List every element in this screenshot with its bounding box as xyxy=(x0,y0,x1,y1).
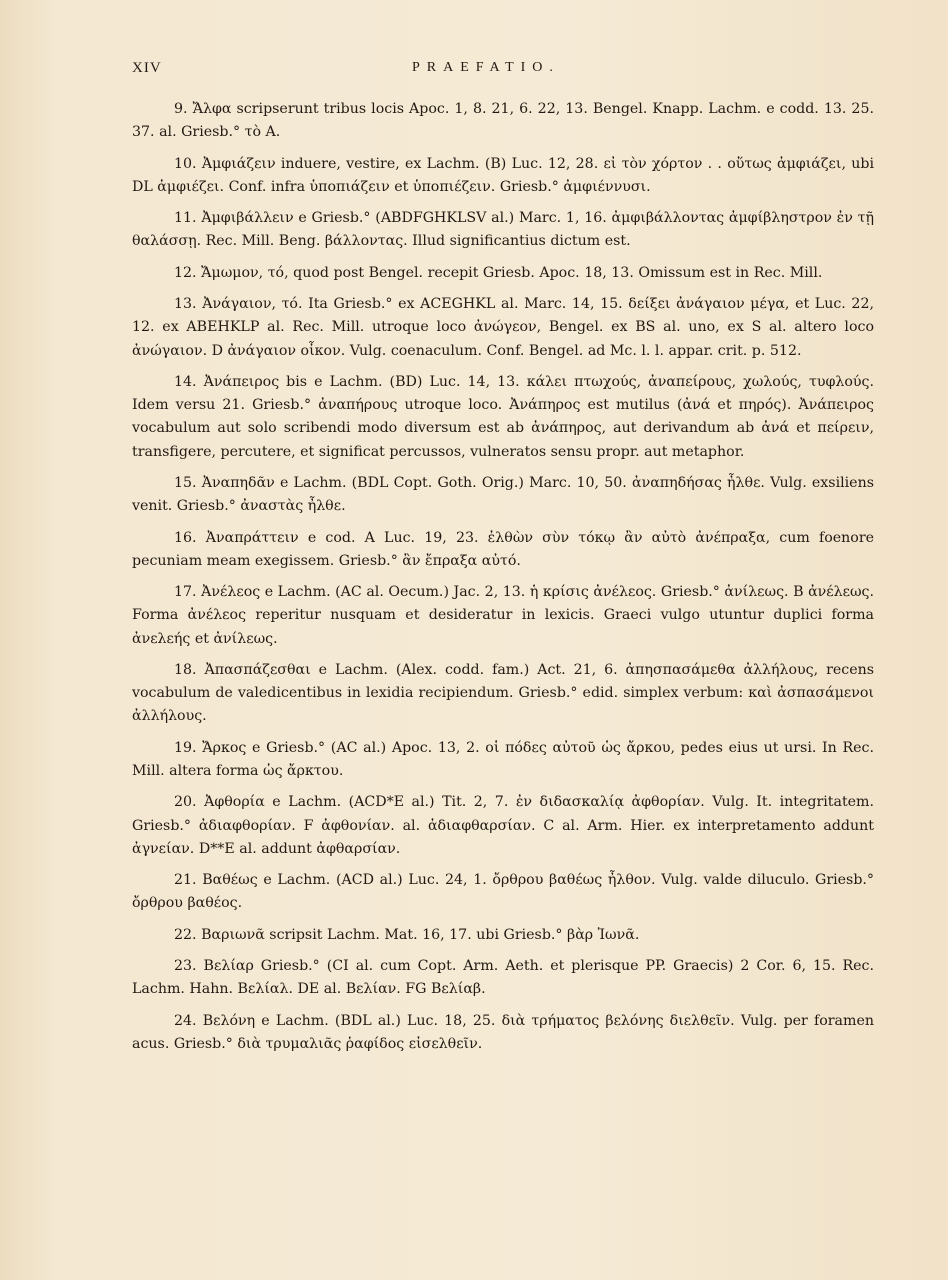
entry-number: 22. xyxy=(174,926,197,943)
entry-number: 21. xyxy=(174,872,197,889)
entry-text: Ἄμωμον, τό, quod post Bengel. recepit Griesb. Apoc. 18, 13. Omissum est in Rec. Mill. xyxy=(201,264,823,281)
page-number: XIV xyxy=(132,60,162,76)
entry-4 xyxy=(132,262,874,285)
running-title: PRAEFATIO. xyxy=(412,60,560,75)
entry-number: 15. xyxy=(174,474,197,491)
entry-2 xyxy=(132,153,874,199)
entry-3 xyxy=(132,207,874,253)
entry-number: 13. xyxy=(174,296,197,313)
entry-1 xyxy=(132,98,874,144)
entry-text: Ἀπασπάζεσθαι e Lachm. (Alex. codd. fam.) Act. 21, 6. ἀπησπασάμεθα ἀλλήλους, recens vocabulum de valedicentibus in lexidia recipiendum. Griesb.° edid. simplex verbum: καὶ ἀσπασάμενοι ἀλλήλους. xyxy=(132,661,875,725)
page-header xyxy=(132,60,888,82)
entry-number: 18. xyxy=(174,661,197,678)
entry-8 xyxy=(132,527,874,573)
entry-text: Ἀμφιάζειν induere, vestire, ex Lachm. (B) Luc. 12, 28. εἰ τὸν χόρτον . . οὕτως ἀμφιάζει, ubi DL ἀμφιέζει. Conf. infra ὑποπιάζειν et ὑποπιέζειν. Griesb.° ἀμφιέννυσι. xyxy=(132,155,874,195)
entry-text: Ἄλφα scripserunt tribus locis Apoc. 1, 8. 21, 6. 22, 13. Bengel. Knapp. Lachm. e codd. 13. 25. 37. al. Griesb.° τὸ Α. xyxy=(132,101,874,141)
entry-6 xyxy=(132,371,874,464)
entry-number: 10. xyxy=(174,155,197,172)
entry-number: 11. xyxy=(174,210,197,227)
entry-number: 12. xyxy=(174,264,197,281)
entry-number: 23. xyxy=(174,958,197,975)
entry-number: 24. xyxy=(174,1012,197,1029)
entry-text: Ἄρκος e Griesb.° (AC al.) Apoc. 13, 2. οἱ πόδες αὐτοῦ ὡς ἄρκου, pedes eius ut ursi. In Rec. Mill. altera forma ὡς ἄρκτου. xyxy=(132,739,874,779)
entry-10 xyxy=(132,659,874,729)
entry-number: 17. xyxy=(174,584,197,601)
entry-text: Ἀνάπειρος bis e Lachm. (BD) Luc. 14, 13. κάλει πτωχούς, ἀναπείρους, χωλούς, τυφλούς. Idem versu 21. Griesb.° ἀναπήρους utroque loco. Ἀνάπηρος est mutilus (ἀνά et πηρός). Ἀνάπειρος vocabulum aut solo scribendi modo diversum est ab ἀνάπηρος, aut derivandum ab ἀνά et πείρειν, transfigere, percutere, et significat percussos, vulneratos sensu propr. aut metaphor. xyxy=(132,373,874,460)
entry-14 xyxy=(132,924,874,947)
entry-number: 20. xyxy=(174,794,197,811)
entry-text: Ἀνέλεος e Lachm. (AC al. Oecum.) Jac. 2, 13. ἡ κρίσις ἀνέλεος. Griesb.° ἀνίλεως. B ἀνέλεως. Forma ἀνέλεος reperitur nusquam et desideratur in lexicis. Graeci vulgo utuntur duplici forma ἀνελεής et ἀνίλεως. xyxy=(132,584,874,647)
entry-9 xyxy=(132,581,874,651)
entry-5 xyxy=(132,293,874,363)
entry-text: Ἀμφιβάλλειν e Griesb.° (ABDFGHKLSV al.) Marc. 1, 16. ἀμφιβάλλοντας ἀμφίβληστρον ἐν τῇ θαλάσσῃ. Rec. Mill. Beng. βάλλοντας. Illud significantius dictum est. xyxy=(132,210,874,250)
entry-number: 9. xyxy=(174,101,188,117)
entry-7 xyxy=(132,472,874,518)
entry-text: Ἀναπράττειν e cod. A Luc. 19, 23. ἐλθὼν σὺν τόκῳ ἂν αὐτὸ ἀνέπραξα, cum foenore pecuniam meam exegissem. Griesb.° ἂν ἔπραξα αὐτό. xyxy=(132,529,875,569)
entry-text: Ἀνάγαιον, τό. Ita Griesb.° ex ACEGHKL al. Marc. 14, 15. δείξει ἀνάγαιον μέγα, et Luc. 22, 12. ex ABEHKLP al. Rec. Mill. utroque loco ἀνώγεον, Bengel. ex BS al. uno, ex S al. altero loco ἀνώγαιον. D ἀνάγαιον οἶκον. Vulg. coenaculum. Conf. Bengel. ad Mc. l. l. appar. crit. p. 512. xyxy=(132,296,874,359)
entry-text: Βελίαρ Griesb.° (CI al. cum Copt. Arm. Aeth. et plerisque PP. Graecis) 2 Cor. 6, 15. Rec. Lachm. Hahn. Βελίαλ. DE al. Βελίαν. FG Βελίαβ. xyxy=(132,958,874,998)
entry-text: Βαθέως e Lachm. (ACD al.) Luc. 24, 1. ὄρθρου βαθέως ἦλθον. Vulg. valde diluculo. Griesb.° ὄρθρου βαθέος. xyxy=(132,872,874,912)
entry-text: Ἀφθορία e Lachm. (ACD*E al.) Tit. 2, 7. ἐν διδασκαλίᾳ ἀφθορίαν. Vulg. It. integritatem. Griesb.° ἀδιαφθορίαν. F ἀφθονίαν. al. ἀδιαφθαρσίαν. C al. Arm. Hier. ex interpretamento addunt ἀγνείαν. D**E al. addunt ἀφθαρσίαν. xyxy=(132,794,875,857)
entry-11 xyxy=(132,737,874,783)
entry-15 xyxy=(132,955,874,1001)
entry-number: 19. xyxy=(174,739,197,756)
entries-body xyxy=(132,98,874,1064)
entry-12 xyxy=(132,791,874,861)
entry-number: 14. xyxy=(174,373,197,390)
entry-text: Βελόνη e Lachm. (BDL al.) Luc. 18, 25. διὰ τρήματος βελόνης διελθεῖν. Vulg. per foramen acus. Griesb.° διὰ τρυμαλιᾶς ῥαφίδος εἰσελθεῖν. xyxy=(132,1012,875,1052)
entry-16 xyxy=(132,1010,874,1056)
entry-number: 16. xyxy=(174,529,197,546)
entry-text: Βαριωνᾶ scripsit Lachm. Mat. 16, 17. ubi Griesb.° βὰρ Ἰωνᾶ. xyxy=(201,926,640,943)
entry-text: Ἀναπηδᾶν e Lachm. (BDL Copt. Goth. Orig.) Marc. 10, 50. ἀναπηδήσας ἦλθε. Vulg. exsiliens venit. Griesb.° ἀναστὰς ἦλθε. xyxy=(132,474,874,515)
entry-13 xyxy=(132,869,874,915)
